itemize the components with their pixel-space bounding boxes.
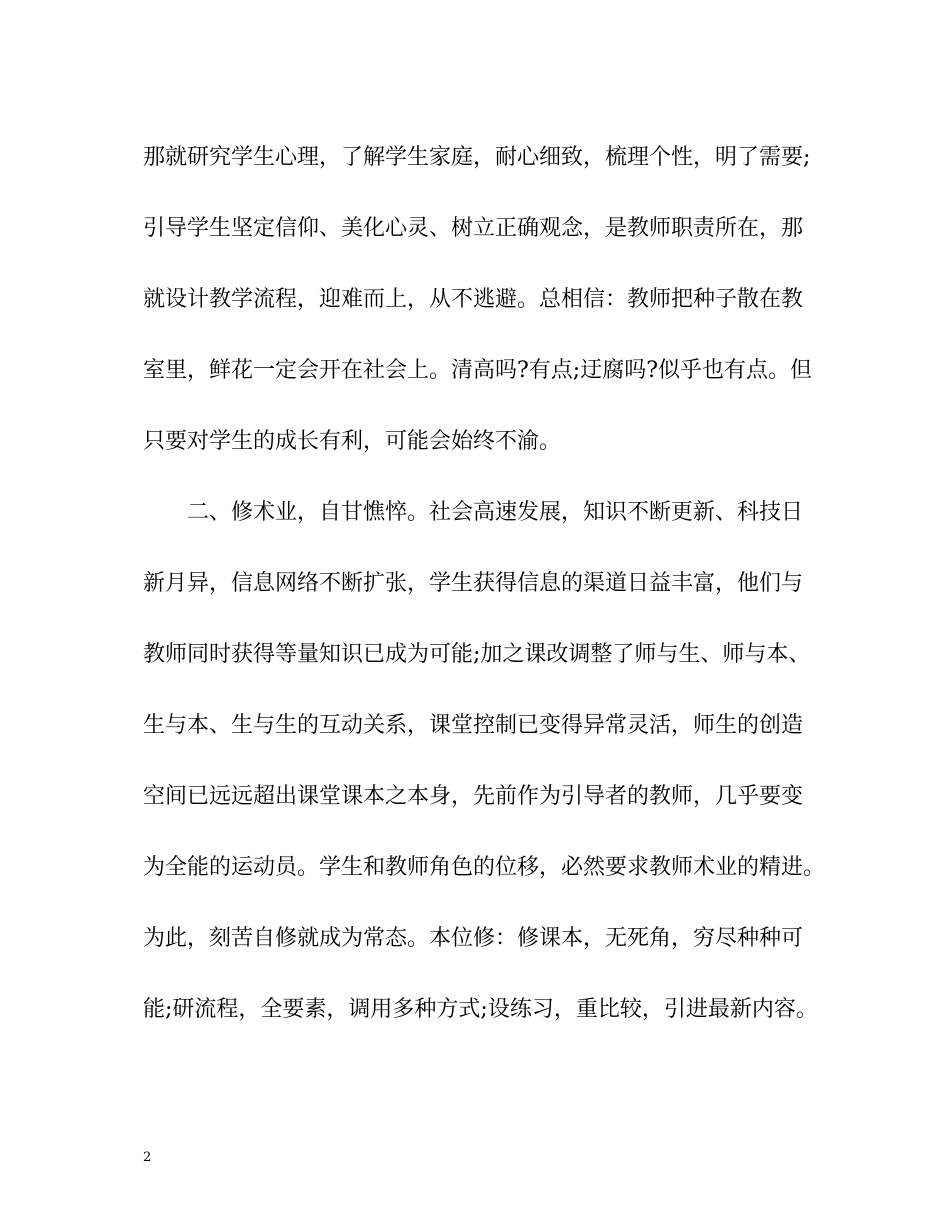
text-line: 室里，鲜花一定会开在社会上。清高吗?有点;迂腐吗?似乎也有点。但 [143,358,813,383]
text-line: 为全能的运动员。学生和教师角色的位移，必然要求教师术业的精进。 [143,855,826,880]
text-line: 教师同时获得等量知识已成为可能;加之课改调整了师与生、师与本、 [143,642,811,667]
text-line: 引导学生坚定信仰、美化心灵、树立正确观念，是教师职责所在，那 [143,216,804,241]
text-line: 为此，刻苦自修就成为常态。本位修：修课本，无死角，穷尽种种可 [143,926,804,951]
text-line: 就设计教学流程，迎难而上，从不逃避。总相信：教师把种子散在教 [143,287,804,312]
text-line: 能;研流程，全要素，调用多种方式;设练习，重比较，引进最新内容。 [143,997,818,1022]
text-line: 只要对学生的成长有利，可能会始终不渝。 [143,429,562,454]
text-line: 生与本、生与生的互动关系，课堂控制已变得异常灵活，师生的创造 [143,713,804,738]
text-line: 空间已远远超出课堂课本之本身，先前作为引导者的教师，几乎要变 [143,784,804,809]
text-line: 新月异，信息网络不断扩张，学生获得信息的渠道日益丰富，他们与 [143,571,804,596]
paragraph-first-line: 二、修术业，自甘憔悴。社会高速发展，知识不断更新、科技日 [187,500,804,525]
text-line: 那就研究学生心理，了解学生家庭，耐心细致，梳理个性，明了需要; [143,145,811,170]
page-number: 2 [143,1150,152,1165]
